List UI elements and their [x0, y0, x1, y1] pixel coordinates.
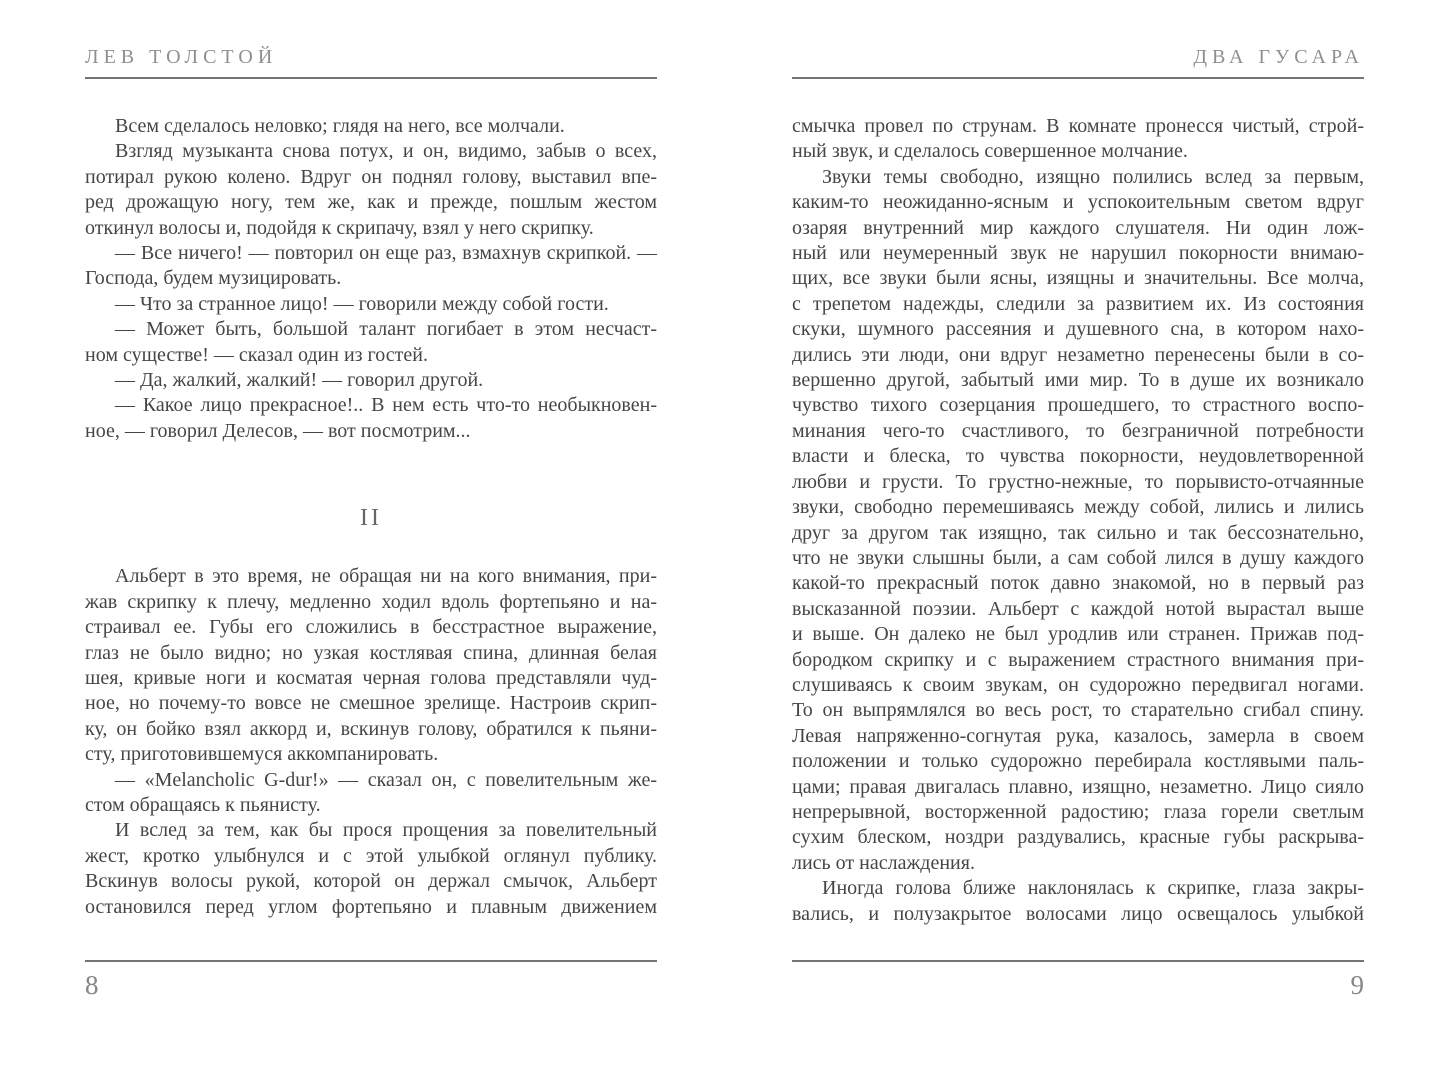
- text-line: власти и блеска, то чувства покорности, неудовлетворенной: [792, 445, 1364, 468]
- text-line: ный или неумеренный звук не нарушил покорности внимаю-: [792, 242, 1364, 265]
- text-line: что не звуки слышны были, а сам собой лился в душу каждого: [792, 546, 1364, 569]
- paragraph: [85, 818, 657, 920]
- left-page-number: 8: [85, 970, 99, 1000]
- text-line: — Все ничего! — повторил он еще раз, взмахнув скрипкой. —: [115, 242, 657, 265]
- paragraph: [792, 165, 1364, 876]
- text-line: смычка провел по струнам. В комнате пронесся чистый, строй-: [792, 115, 1364, 137]
- text-line: шея, кривые ноги и косматая черная голова представляли чуд-: [85, 666, 657, 689]
- text-line: остановился перед углом фортепьяно и плавным движением: [85, 895, 657, 918]
- paragraph: [85, 139, 657, 241]
- text-line: Всем сделалось неловко; глядя на него, все молчали.: [115, 115, 565, 137]
- text-line: Взгляд музыканта снова потух, и он, видимо, забыв о всех,: [115, 140, 657, 163]
- text-line: Звуки темы свободно, изящно полились вслед за первым,: [822, 165, 1364, 188]
- text-line: глаз не было видно; но узкая костлявая спина, длинная белая: [85, 641, 657, 664]
- text-line: непрерывной, восторженной радостию; глаза горели светлым: [792, 800, 1364, 823]
- paragraph: [792, 876, 1364, 927]
- text-line: ку, он бойко взял аккорд и, вскинув голову, обратился к пьяни-: [85, 717, 657, 740]
- text-line: Левая напряженно-согнутая рука, казалось, замерла в своем: [792, 724, 1364, 747]
- paragraph: [85, 393, 657, 444]
- text-line: каким-то неожиданно-ясным и успокоительным светом вдруг: [792, 191, 1364, 214]
- text-line: сту, приготовившемуся аккомпанировать.: [85, 743, 439, 766]
- text-line: цами; правая двигалась плавно, изящно, незаметно. Лицо сияло: [792, 775, 1364, 798]
- left-page-header-author: ЛЕВ ТОЛСТОЙ: [85, 46, 278, 68]
- left-page: [85, 0, 657, 1080]
- left-page-body: [85, 114, 657, 920]
- text-line: любви и грусти. То грустно-нежные, то порывисто-отчаянные: [792, 470, 1364, 493]
- paragraph: [85, 317, 657, 368]
- paragraph: [85, 368, 657, 393]
- right-header-rule: [792, 77, 1364, 79]
- text-line: Вскинув волосы рукой, которой он держал смычок, Альберт: [85, 870, 657, 893]
- left-footer-rule: [85, 960, 657, 962]
- text-line: ное, но почему-то вовсе не смешное зрелище. Настроив скрип-: [85, 692, 657, 715]
- text-line: ном существе! — сказал один из гостей.: [85, 343, 428, 366]
- text-line: звуки, свободно перемешиваясь между собой, лились и лились: [792, 496, 1364, 519]
- text-line: жест, кротко улыбнулся и с этой улыбкой оглянул публику.: [85, 844, 657, 867]
- text-line: слушиваясь к своим звукам, он судорожно передвигал ногами.: [792, 673, 1364, 696]
- text-line: друг за другом так изящно, так сильно и так бессознательно,: [792, 521, 1364, 544]
- text-line: щих, все звуки были ясны, изящны и значительны. Все молча,: [792, 267, 1364, 290]
- text-line: ный звук, и сделалось совершенное молчание.: [792, 140, 1188, 163]
- text-line: положении и только судорожно перебирала костлявыми паль-: [792, 750, 1364, 773]
- text-line: откинул волосы и, подойдя к скрипачу, взял у него скрипку.: [85, 216, 594, 239]
- paragraph: [792, 114, 1364, 165]
- section-heading: II: [360, 505, 382, 532]
- left-header-rule: [85, 77, 657, 79]
- text-line: Господа, будем музицировать.: [85, 267, 342, 290]
- text-line: То он выпрямлялся во весь рост, то старательно сгибал спину.: [792, 699, 1364, 722]
- text-line: вались, и полузакрытое волосами лицо освещалось улыбкой: [792, 902, 1364, 925]
- right-page-header-title: ДВА ГУСАРА: [1193, 46, 1364, 68]
- right-page: [792, 0, 1364, 1080]
- text-line: ред дрожащую ногу, тем же, как и прежде, пошлым жестом: [85, 191, 657, 214]
- text-line: — Да, жалкий, жалкий! — говорил другой.: [115, 369, 484, 392]
- paragraph: [85, 241, 657, 292]
- text-line: лись от наслаждения.: [792, 851, 975, 874]
- text-line: — Какое лицо прекрасное!.. В нем есть что-то необыкновен-: [115, 394, 657, 417]
- text-line: и выше. Он далеко не был уродлив или странен. Прижав под-: [792, 623, 1364, 646]
- right-page-body: [792, 114, 1364, 927]
- text-line: Иногда голова ближе наклонялась к скрипке, глаза закры-: [822, 877, 1364, 900]
- text-line: стом обращаясь к пьянисту.: [85, 793, 321, 816]
- text-line: ное, — говорил Делесов, — вот посмотрим...: [85, 419, 471, 442]
- text-line: скуки, шумного рассеяния и душевного сна, в котором нахо-: [792, 318, 1364, 341]
- text-line: — Может быть, большой талант погибает в этом несчаст-: [115, 318, 657, 341]
- paragraph: [85, 768, 657, 819]
- text-line: с трепетом надежды, следили за развитием их. Из состояния: [792, 292, 1364, 315]
- text-line: жав скрипку к плечу, медленно ходил вдоль фортепьяно и на-: [85, 590, 657, 613]
- text-line: озаряя внутренний мир каждого слушателя. Ни один лож-: [792, 216, 1364, 239]
- text-line: какой-то прекрасный поток давно знакомой, но в первый раз: [792, 572, 1364, 595]
- text-line: И вслед за тем, как бы прося прощения за повелительный: [115, 819, 657, 842]
- text-line: потирал рукою колено. Вдруг он поднял голову, выставил впе-: [85, 165, 657, 188]
- paragraph: [85, 114, 657, 139]
- text-line: вершенно другой, забытый ими мир. То в душе их возникало: [792, 369, 1364, 392]
- text-line: страивал ее. Губы его сложились в бесстрастное выражение,: [85, 616, 657, 639]
- paragraph: [85, 292, 657, 317]
- text-line: бородком скрипку и с выражением страстного внимания при-: [792, 648, 1364, 671]
- text-line: Альберт в это время, не обращая ни на кого внимания, при-: [115, 565, 657, 588]
- text-line: сухим блеском, ноздри раздувались, красные губы раскрыва-: [792, 826, 1364, 849]
- text-line: — Что за странное лицо! — говорили между собой гости.: [115, 292, 609, 315]
- right-footer-rule: [792, 960, 1364, 962]
- text-line: — «Melancholic G-dur!» — сказал он, с повелительным же-: [115, 768, 657, 791]
- text-line: минания чего-то счастливого, то безграничной потребности: [792, 419, 1364, 442]
- right-page-number: 9: [1350, 970, 1364, 1000]
- text-line: чувство тихого созерцания прошедшего, то страстного воспо-: [792, 394, 1364, 417]
- text-line: высказанной поэзии. Альберт с каждой нотой вырастал выше: [792, 597, 1364, 620]
- text-line: дились эти люди, они вдруг незаметно перенесены были в со-: [792, 343, 1364, 366]
- paragraph: [85, 564, 657, 767]
